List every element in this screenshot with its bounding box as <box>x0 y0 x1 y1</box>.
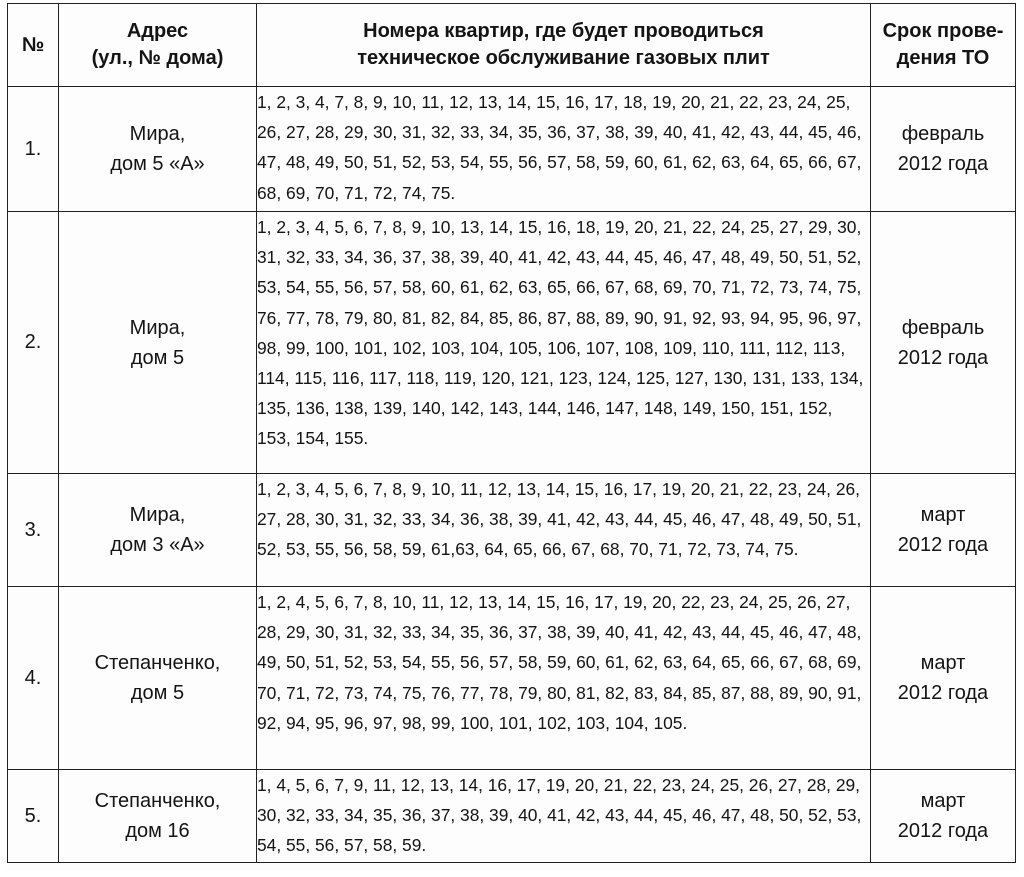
term-year: 2012 года <box>897 820 989 842</box>
row-number: 4. <box>8 587 59 770</box>
row-number: 1. <box>8 87 59 212</box>
header-term-line1: Срок прове- <box>882 20 1004 42</box>
header-address-line1: Адрес <box>126 20 189 42</box>
row-number: 2. <box>8 212 59 474</box>
row-apartments: 1, 2, 3, 4, 7, 8, 9, 10, 11, 12, 13, 14, 15, 16, 17, 18, 19, 20, 21, 22, 23, 24, 25, 26, 27, 28, 29, 30, 31, 32, 33, 34, 35, 36, 37, 38, 39, 40, 41, 42, 43, 44, 45, 46, 47, 48, 49, 50, 51, 52, 53, 54, 55, 56, 57, 58, 59, 60, 61, 62, 63, 64, 65, 66, 67, 68, 69, 70, 71, 72, 74, 75. <box>257 87 871 212</box>
address-house: дом 3 «А» <box>110 534 205 556</box>
address-street: Степанченко, <box>94 652 221 674</box>
document-sheet <box>7 3 1017 871</box>
row-term <box>871 770 1016 863</box>
row-address <box>59 87 257 212</box>
header-number-label: № <box>21 33 45 56</box>
term-year: 2012 года <box>897 682 989 704</box>
term-month: март <box>920 504 966 526</box>
table-row <box>8 587 1016 770</box>
term-month: март <box>920 790 966 812</box>
row-apartments: 1, 2, 3, 4, 5, 6, 7, 8, 9, 10, 13, 14, 15, 16, 18, 19, 20, 21, 22, 24, 25, 27, 29, 30, 31, 32, 33, 34, 36, 37, 38, 39, 40, 41, 42, 43, 44, 45, 46, 47, 48, 49, 50, 51, 52, 53, 54, 55, 56, 57, 58, 60, 61, 62, 63, 65, 66, 67, 68, 69, 70, 71, 72, 73, 74, 75, 76, 77, 78, 79, 80, 81, 82, 84, 85, 86, 87, 88, 89, 90, 91, 92, 93, 94, 95, 96, 97, 98, 99, 100, 101, 102, 103, 104, 105, 106, 107, 108, 109, 110, 111, 112, 113, 114, 115, 116, 117, 118, 119, 120, 121, 123, 124, 125, 127, 130, 131, 133, 134, 135, 136, 138, 139, 140, 142, 143, 144, 146, 147, 148, 149, 150, 151, 152, 153, 154, 155. <box>257 212 871 474</box>
address-street: Мира, <box>129 123 186 145</box>
table-row <box>8 770 1016 863</box>
address-street: Степанченко, <box>94 790 221 812</box>
term-month: февраль <box>901 123 985 145</box>
term-month: март <box>920 652 966 674</box>
table-row <box>8 212 1016 474</box>
header-term-line2: дения ТО <box>896 47 990 69</box>
header-apartments <box>257 4 871 87</box>
term-year: 2012 года <box>897 153 989 175</box>
row-apartments: 1, 4, 5, 6, 7, 9, 11, 12, 13, 14, 16, 17, 19, 20, 21, 22, 23, 24, 25, 26, 27, 28, 29, 30, 32, 33, 34, 35, 36, 37, 38, 39, 40, 41, 42, 43, 44, 45, 46, 47, 48, 50, 52, 53, 54, 55, 56, 57, 58, 59. <box>257 770 871 863</box>
term-year: 2012 года <box>897 534 989 556</box>
row-term <box>871 587 1016 770</box>
row-term <box>871 87 1016 212</box>
row-apartments: 1, 2, 3, 4, 5, 6, 7, 8, 9, 10, 11, 12, 13, 14, 15, 16, 17, 19, 20, 21, 22, 23, 24, 26, 27, 28, 30, 31, 32, 33, 34, 36, 38, 39, 41, 42, 43, 44, 45, 46, 47, 48, 49, 50, 51, 52, 53, 55, 56, 58, 59, 61,63, 64, 65, 66, 67, 68, 70, 71, 72, 73, 74, 75. <box>257 474 871 587</box>
row-apartments: 1, 2, 4, 5, 6, 7, 8, 10, 11, 12, 13, 14, 15, 16, 17, 19, 20, 22, 23, 24, 25, 26, 27, 28, 29, 30, 31, 32, 33, 34, 35, 36, 37, 38, 39, 40, 41, 42, 43, 44, 45, 46, 47, 48, 49, 50, 51, 52, 53, 54, 55, 56, 57, 58, 59, 60, 61, 62, 63, 64, 65, 66, 67, 68, 69, 70, 71, 72, 73, 74, 75, 76, 77, 78, 79, 80, 81, 82, 83, 84, 85, 87, 88, 89, 90, 91, 92, 94, 95, 96, 97, 98, 99, 100, 101, 102, 103, 104, 105. <box>257 587 871 770</box>
row-address <box>59 587 257 770</box>
maintenance-schedule-table <box>7 3 1016 863</box>
row-number: 3. <box>8 474 59 587</box>
term-year: 2012 года <box>897 346 989 369</box>
row-number: 5. <box>8 770 59 863</box>
table-row <box>8 474 1016 587</box>
header-row <box>8 4 1016 87</box>
header-number <box>8 4 59 87</box>
header-apartments-line2: техническое обслуживание газовых плит <box>357 47 770 69</box>
address-house: дом 5 <box>130 346 185 369</box>
address-house: дом 5 «А» <box>110 153 205 175</box>
address-house: дом 5 <box>130 682 185 704</box>
header-address <box>59 4 257 87</box>
header-address-line2: (ул., № дома) <box>91 47 224 69</box>
term-month: февраль <box>901 316 985 339</box>
address-house: дом 16 <box>125 820 190 842</box>
header-apartments-line1: Номера квартир, где будет проводиться <box>363 20 764 42</box>
row-address <box>59 770 257 863</box>
address-street: Мира, <box>129 316 186 339</box>
table-row <box>8 87 1016 212</box>
row-term <box>871 474 1016 587</box>
header-term <box>871 4 1016 87</box>
row-address <box>59 212 257 474</box>
row-address <box>59 474 257 587</box>
address-street: Мира, <box>129 504 186 526</box>
row-term <box>871 212 1016 474</box>
